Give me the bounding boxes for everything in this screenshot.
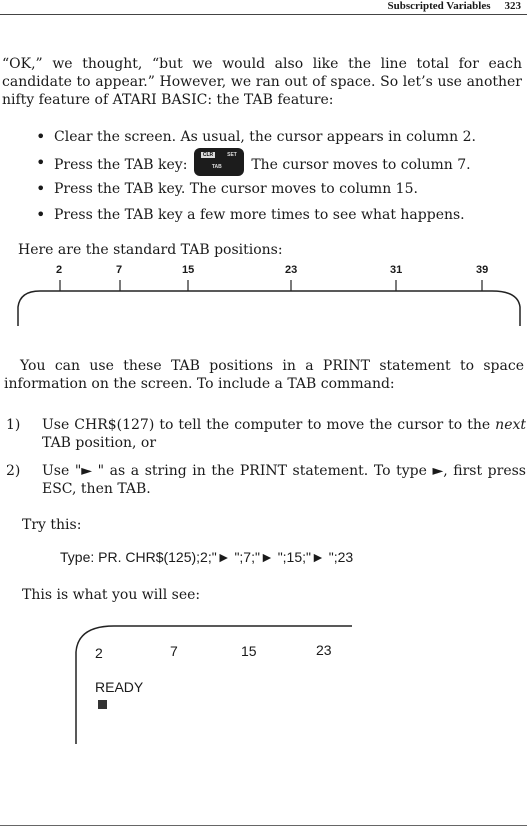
- bullet-item: • Press the TAB key: CLR SET TAB The cursor moves to column 7.: [36, 154, 476, 180]
- bullet-item: • Clear the screen. As usual, the cursor appears in column 2.: [36, 128, 476, 154]
- tab-position-label: 23: [285, 264, 298, 276]
- screen-value: 2: [95, 645, 103, 661]
- screen-value: 15: [241, 643, 257, 659]
- bullet-item: • Press the TAB key a few more times to see what happens.: [36, 206, 476, 232]
- header-rule: [0, 14, 527, 15]
- list-item: 2) Use "► " as a string in the PRINT statement. To type ►, first press ESC, then TAB.: [6, 463, 526, 497]
- section-title: Subscripted Variables: [387, 0, 491, 12]
- code-line: PR. CHR$(125);2;"► ";7;"► ";15;"► ";23: [98, 549, 354, 565]
- screen-value: 7: [170, 643, 178, 659]
- tab-position-label: 2: [56, 264, 63, 276]
- clr-set-tab-key-icon: CLR SET TAB: [194, 148, 244, 176]
- page-header: [388, 0, 522, 12]
- see-text: This is what you will see:: [22, 587, 201, 603]
- tab-ruler-line: [0, 262, 527, 332]
- tab-usage-paragraph: You can use these TAB positions in a PRINT statement to space information on the screen. To include a TAB command:: [4, 358, 524, 392]
- tab-positions-intro: Here are the standard TAB positions:: [18, 242, 283, 258]
- tab-position-label: 31: [390, 264, 403, 276]
- ready-prompt: READY: [95, 679, 144, 695]
- try-this-label: Try this:: [22, 517, 82, 533]
- tab-position-label: 39: [476, 264, 489, 276]
- intro-paragraph: “OK,” we thought, “but we would also like the line total for each candidate to appear.” However, we ran out of space. So let’s use another nifty feature of ATARI BASIC: the TAB feature:: [2, 56, 522, 108]
- tab-position-label: 7: [116, 264, 123, 276]
- bullet-list: [36, 128, 476, 232]
- footer-rule: [0, 825, 527, 826]
- page-number: 323: [504, 0, 521, 12]
- numbered-list: [6, 416, 526, 498]
- type-instruction: Type: PR. CHR$(125);2;"► ";7;"► ";15;"► ";23: [60, 549, 354, 565]
- cursor-block-icon: [98, 700, 107, 709]
- tab-ruler: [0, 262, 527, 332]
- screen-value: 23: [316, 642, 332, 658]
- bullet-item: • Press the TAB key. The cursor moves to column 15.: [36, 180, 476, 206]
- list-item: 1) Use CHR$(127) to tell the computer to move the cursor to the next TAB position, or: [6, 417, 526, 451]
- tab-position-label: 15: [182, 264, 195, 276]
